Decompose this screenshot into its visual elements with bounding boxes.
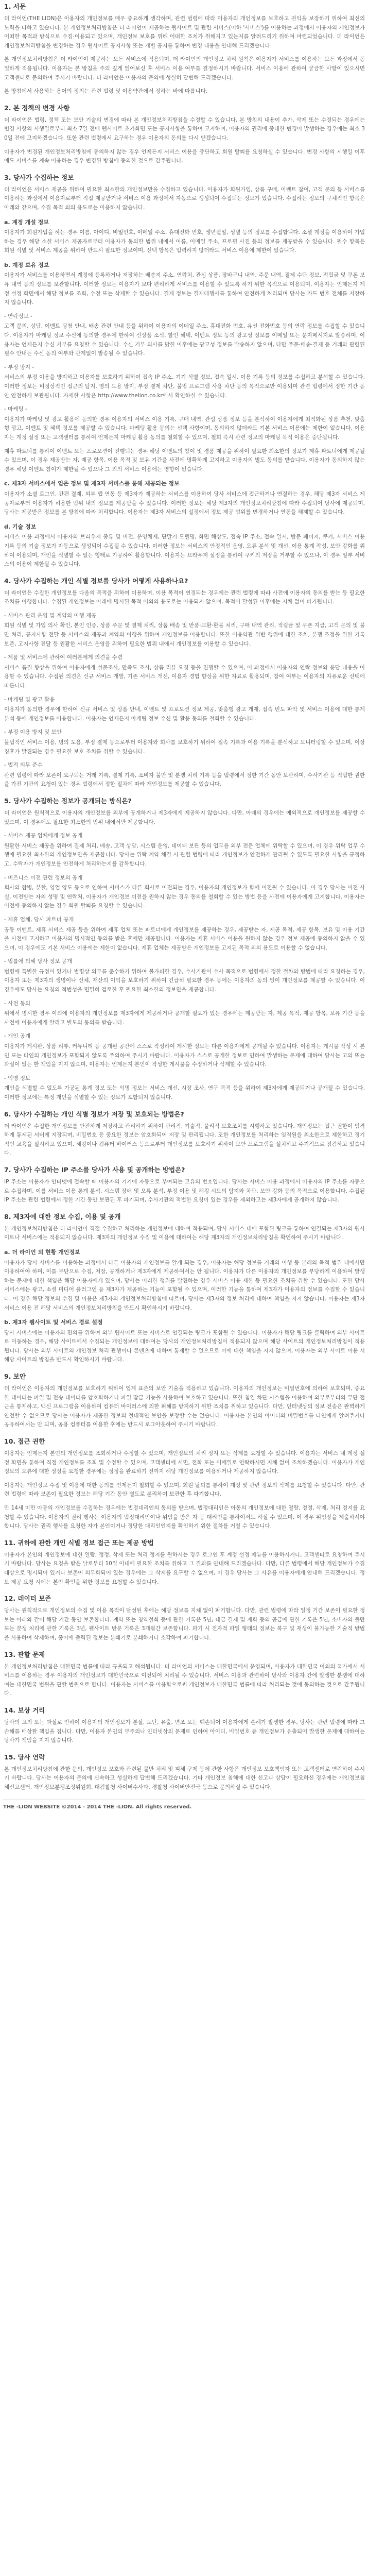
paragraph: 더 라이언은 법령, 정책 또는 보안 기술의 변경에 따라 본 개인정보처리방침을 수정할 수 있습니다. 본 방침의 내용이 추가, 삭제 또는 수정되는 경우에는 변경 사항의 시행일로부터 최소 7일 전에 웹사이트 초기화면 또는 공지사항을 통하여 고지하며, 이용자의 권리에 중대한 변경이 발생하는 경우에는 최소 30일 전에 고지하겠습니다. 또한 관련 법령에서 요구하는 경우 이용자의 동의를 다시 받겠습니다. — [4, 116, 365, 141]
section-title: 15. 당사 연락 — [4, 1753, 45, 1761]
paragraph: 회사의 합병, 분할, 영업 양도 등으로 인하여 서비스가 다른 회사로 이전되는 경우, 이용자의 개인정보가 함께 이전될 수 있습니다. 이 경우 당사는 이전 사실, 이전받는 자의 성명 및 연락처, 이용자가 개인정보 이전을 원하지 않는 경우 동의를 철회할 수 있는 방법 등을 사전에 이용자에게 고지합니다. 이용자는 이전에 동의하지 않는 경우 회원 탈퇴를 요청할 수 있습니다. — [4, 885, 365, 909]
paragraph: 서비스 품질 향상을 위하여 이용자에게 설문조사, 만족도 조사, 상품 리뷰 요청 등을 진행할 수 있으며, 이 과정에서 이용자의 연락 정보와 응답 내용을 이용할 수 있습니다. 수집된 의견은 신규 서비스 개발, 기존 서비스 개선, 이용자 경험 향상을 위한 자료로 활용되며, 참여 여부는 이용자의 자유로운 선택에 따릅니다. — [4, 664, 365, 689]
item-heading: - 제품 및 서비스에 관하여 여러분에게 의견을 수렴 — [4, 654, 123, 661]
section-title: 8. 제3자에 대한 정보 수집, 이용 및 공개 — [4, 1212, 121, 1221]
item-heading: - 비즈니스 이전 관련 정보의 공개 — [4, 874, 83, 881]
paragraph: 본 개인정보처리방침에 관한 문의, 개인정보 보호와 관련된 불만 처리 및 피해 구제 등에 관한 사항은 개인정보 보호책임자 또는 고객센터로 연락하여 주시기 바랍니다. 당사는 이용자의 문의에 신속하고 성실하게 답변해 드리겠습니다. 기타 개인정보 침해에 대한 신고나 상담이 필요하신 경우에는 개인정보침해신고센터, 개인정보분쟁조정위원회, 대검찰청 사이버수사과, 경찰청 사이버안전국 등으로 문의하실 수 있습니다. — [4, 1766, 365, 1790]
item-heading: - 마케팅 및 광고 활용 — [4, 696, 55, 703]
paragraph: 본 개인정보처리방침은 더 라이언이 직접 수집하고 처리하는 개인정보에 대하여 적용되며, 당사 서비스 내에 포함된 링크를 통하여 연결되는 제3자의 웹사이트나 서비스에는 적용되지 않습니다. 제3자의 개인정보 수집 및 이용에 대하여는 해당 제3자의 개인정보처리방침을 확인하여 주시기 바랍니다. — [4, 1225, 365, 1241]
paragraph: 더 라이언은 수집한 개인정보를 안전하게 저장하고 관리하기 위하여 관리적, 기술적, 물리적 보호조치를 시행하고 있습니다. 개인정보는 접근 권한이 엄격하게 통제된 서버에 저장되며, 비밀번호 등 중요한 정보는 암호화되어 저장 및 관리됩니다. 또한 개인정보를 처리하는 임직원을 최소한으로 제한하고 정기적인 교육을 실시하고 있으며, 해킹이나 컴퓨터 바이러스 등으로부터 개인정보를 보호하기 위하여 보안 프로그램을 설치하고 주기적으로 점검하고 있습니다. — [4, 1123, 365, 1157]
section-title: 13. 관할 문제 — [4, 1650, 45, 1658]
paragraph: 이용자가 서비스를 이용하면서 계정에 등록하거나 저장하는 배송지 주소, 연락처, 관심 상품, 장바구니 내역, 주문 내역, 결제 수단 정보, 적립금 및 쿠폰 보유 내역 등의 정보를 보관합니다. 이러한 정보는 이용자가 보다 편리하게 서비스를 이용할 수 있도록 하기 위한 목적으로 이용되며, 이용자는 언제든지 계정 설정 화면에서 해당 정보를 조회, 수정 또는 삭제할 수 있습니다. 결제 정보는 결제대행사를 통하여 안전하게 처리되며 당사는 카드 번호 전체를 저장하지 않습니다. — [4, 272, 365, 306]
item-heading: - 연락정보 - — [4, 313, 32, 319]
paragraph: 이용자가 마케팅 및 광고 활용에 동의한 경우 이용자의 서비스 이용 기록, 구매 내역, 관심 상품 정보 등을 분석하여 이용자에게 최적화된 상품 추천, 맞춤형 광고, 이벤트 및 혜택 정보를 제공할 수 있습니다. 마케팅 활용 동의는 선택 사항이며, 동의하지 않더라도 기본 서비스 이용에는 제한이 없습니다. 이용자는 계정 설정 또는 고객센터를 통하여 언제든지 마케팅 활용 동의를 철회할 수 있으며, 철회 즉시 관련 정보의 마케팅 목적 이용은 중단됩니다. — [4, 416, 365, 440]
paragraph: 더 라이언은 이용자의 개인정보를 보호하기 위하여 업계 표준의 보안 기술을 적용하고 있습니다. 이용자의 개인정보는 비밀번호에 의하여 보호되며, 중요한 데이터는 파일 및 전송 데이터를 암호화하거나 파일 잠금 기능을 사용하여 보호하고 있습니다. 또한 침입 차단 시스템을 이용하여 외부로부터의 무단 접근을 통제하고, 백신 프로그램을 이용하여 컴퓨터 바이러스에 의한 피해를 방지하기 위한 조치를 취하고 있습니다. 다만, 인터넷상의 정보 전송은 완벽하게 안전할 수 없으므로 당사는 이용자가 제공한 정보의 절대적인 보안을 보장할 수는 없습니다. 이용자는 본인의 아이디와 비밀번호를 타인에게 알려주거나 공유하여서는 안 되며, 공용 컴퓨터를 이용한 후에는 반드시 로그아웃하여 주시기 바랍니다. — [4, 1385, 365, 1428]
paragraph: 이용자는 개인정보 수집 및 이용에 대한 동의를 언제든지 철회할 수 있으며, 회원 탈퇴를 통하여 계정 및 관련 정보의 삭제를 요청할 수 있습니다. 다만, 관련 법령에 따라 보존이 필요한 정보는 해당 기간 동안 별도로 분리하여 보관한 후 파기합니다. — [4, 1482, 365, 1498]
section-title: 14. 보상 거리 — [4, 1706, 45, 1714]
paragraph: 법령에 특별한 규정이 있거나 법령상 의무를 준수하기 위하여 불가피한 경우, 수사기관이 수사 목적으로 법령에서 정한 절차와 방법에 따라 요청하는 경우, 이용자 또는 제3자의 생명이나 신체, 재산의 이익을 보호하기 위하여 긴급히 필요한 경우 등에는 이용자의 동의 없이 개인정보를 제공할 수 있습니다. 이 경우에도 당사는 요청의 적법성을 면밀히 검토한 후 필요한 최소한의 정보만을 제공합니다. — [4, 968, 365, 993]
paragraph: 이용자가 소셜 로그인, 간편 결제, 외부 앱 연동 등 제3자가 제공하는 서비스를 이용하여 당사 서비스에 접근하거나 연결하는 경우, 해당 제3자 서비스 제공자로부터 이용자가 허용한 범위 내의 정보를 제공받을 수 있습니다. 이러한 정보는 해당 제3자의 개인정보처리방침에 따라 수집되어 당사에 제공되며, 당사는 제공받은 정보를 본 방침에 따라 처리합니다. 이용자는 제3자 서비스의 설정에서 정보 제공 범위를 변경하거나 연동을 해제할 수 있습니다. — [4, 490, 365, 516]
paragraph: 원활한 서비스 제공을 위하여 결제 처리, 배송, 고객 상담, 시스템 운영, 데이터 보관 등의 업무를 외부 전문 업체에 위탁할 수 있으며, 이 경우 위탁 업무 수행에 필요한 최소한의 개인정보만을 제공합니다. 당사는 위탁 계약 체결 시 관련 법령에 따라 개인정보가 안전하게 관리될 수 있도록 필요한 사항을 규정하고, 수탁자가 개인정보를 안전하게 처리하는지를 감독합니다. — [4, 842, 365, 867]
subsection-title: b. 제3자 웹사이트 및 서비스 경로 설정 — [4, 1319, 103, 1326]
section-title: 9. 보안 — [4, 1372, 26, 1381]
section-title: 11. 귀하에 관한 개인 식별 정보 접근 또는 제공 방법 — [4, 1538, 154, 1547]
item-heading: - 마케팅 - — [4, 406, 27, 413]
paragraph: 더 라이언은 원칙적으로 이용자의 개인정보를 외부에 공개하거나 제3자에게 제공하지 않습니다. 다만, 아래의 경우에는 예외적으로 개인정보를 제공할 수 있으며, 이 경우에도 필요한 최소한의 범위 내에서만 제공합니다. — [4, 809, 365, 825]
paragraph: 이용자가 회원가입을 하는 경우 이름, 아이디, 비밀번호, 이메일 주소, 휴대전화 번호, 생년월일, 성별 등의 정보를 수집합니다. 소셜 계정을 이용하여 가입하는 경우 해당 소셜 서비스 제공자로부터 이용자가 동의한 범위 내에서 이름, 이메일 주소, 프로필 사진 등의 정보를 제공받을 수 있습니다. 필수 항목은 회원 식별 및 서비스 제공을 위하여 반드시 필요한 정보이며, 선택 항목은 입력하지 않더라도 서비스 이용에 제한이 없습니다. — [4, 229, 365, 254]
paragraph: 제휴 파트너를 통하여 이벤트 또는 프로모션이 진행되는 경우 해당 이벤트의 참여 및 경품 제공을 위하여 필요한 최소한의 정보가 제휴 파트너에게 제공될 수 있으며, 이 경우 제공받는 자, 제공 항목, 이용 목적 및 보유 기간을 사전에 명확하게 고지하고 이용자의 별도 동의를 받습니다. 이용자가 동의하지 않는 경우 해당 이벤트 참여가 제한될 수 있으나 그 외의 서비스 이용에는 영향이 없습니다. — [4, 448, 365, 472]
section-title: 12. 데이터 보존 — [4, 1595, 51, 1603]
section-title: 6. 당사가 수집하는 개인 식별 정보가 저장 및 보호되는 방법은? — [4, 1110, 184, 1118]
paragraph: 당사의 고의 또는 과실로 인하여 이용자의 개인정보가 분실, 도난, 유출, 변조 또는 훼손되어 이용자에게 손해가 발생한 경우, 당사는 관련 법령에 따라 그 손해를 배상할 책임을 집니다. 다만, 이용자 본인의 부주의나 인터넷상의 문제로 인하여 아이디, 비밀번호 등 개인정보가 유출되어 발생한 문제에 대하여는 당사가 책임을 지지 않습니다. — [4, 1719, 365, 1744]
paragraph: 본 방침에서 사용하는 용어의 정의는 관련 법령 및 이용약관에서 정하는 바에 따릅니다. — [4, 88, 208, 95]
paragraph: 이용자가 게시판, 상품 리뷰, 커뮤니티 등 공개된 공간에 스스로 작성하여 게시한 정보는 다른 이용자에게 공개될 수 있습니다. 이용자는 게시물 작성 시 본인 또는 타인의 개인정보가 포함되지 않도록 주의하여 주시기 바랍니다. 이용자가 스스로 공개한 정보로 인하여 발생하는 문제에 대하여 당사는 고의 또는 과실이 없는 한 책임을 지지 않으며, 이용자는 언제든지 본인이 작성한 게시물을 수정하거나 삭제할 수 있습니다. — [4, 1043, 365, 1068]
item-heading: - 서비스 제공 업체에게 정보 공개 — [4, 833, 83, 839]
paragraph: 더 라이언은 서비스 제공을 위하여 필요한 최소한의 개인정보만을 수집하고 있습니다. 이용자가 회원가입, 상품 구매, 이벤트 참여, 고객 문의 등 서비스를 이용하는 과정에서 이용자로부터 직접 제공받거나 서비스 이용 과정에서 자동으로 생성되어 수집되는 정보가 있습니다. 수집하는 정보의 구체적인 항목은 아래와 같으며, 수집 목적 외의 용도로는 이용하지 않습니다. — [4, 186, 365, 211]
section-title: 1. 서문 — [4, 3, 26, 10]
paragraph: 이용자가 동의한 경우에 한하여 신규 서비스 및 상품 안내, 이벤트 및 프로모션 정보 제공, 맞춤형 광고 게재, 접속 빈도 파악 및 서비스 이용에 대한 통계 분석 등에 개인정보를 이용합니다. 이용자는 언제든지 마케팅 정보 수신 및 활용 동의를 철회할 수 있습니다. — [4, 706, 365, 722]
subsection-title: d. 기술 정보 — [4, 523, 37, 530]
subsection-title: c. 제3자 서비스에서 얻은 정보 및 제3자 서비스를 통해 제공되는 정보 — [4, 480, 180, 487]
paragraph: 서비스 이용 과정에서 이용자의 브라우저 종류 및 버전, 운영체제, 단말기 모델명, 화면 해상도, 접속 IP 주소, 접속 일시, 방문 페이지, 쿠키, 서비스 이용 기록 등의 기술 정보가 자동으로 생성되어 수집될 수 있습니다. 이러한 정보는 서비스의 안정적인 운영, 오류 분석 및 개선, 이용 통계 작성, 보안 강화를 위하여 이용되며, 개인을 식별할 수 없는 형태로 가공하여 활용합니다. 이용자는 브라우저 설정을 통하여 쿠키의 저장을 거부할 수 있으나, 이 경우 일부 서비스의 이용이 제한될 수 있습니다. — [4, 534, 365, 568]
privacy-policy-document — [3, 0, 365, 2576]
section-title: 5. 당사가 수집하는 정보가 공개되는 방식은? — [4, 796, 132, 805]
paragraph: 이용자는 언제든지 본인의 개인정보를 조회하거나 수정할 수 있으며, 개인정보의 처리 정지 또는 삭제를 요청할 수 있습니다. 이용자는 서비스 내 계정 설정 화면을 통하여 직접 개인정보를 조회 및 수정할 수 있으며, 고객센터에 서면, 전화 또는 이메일로 연락하시면 지체 없이 조치하겠습니다. 이용자가 개인정보의 오류에 대한 정정을 요청한 경우에는 정정을 완료하기 전까지 해당 개인정보를 이용하거나 제공하지 않습니다. — [4, 1450, 365, 1475]
paragraph: 더 라이언(THE LION)은 이용자의 개인정보를 매우 중요하게 생각하며, 관련 법령에 따라 이용자의 개인정보를 보호하고 권익을 보장하기 위하여 최선의 노력을 다하고 있습니다. 본 개인정보처리방침은 더 라이언이 제공하는 웹사이트 및 관련 서비스(이하 '서비스')를 이용하는 과정에서 이용자의 개인정보가 어떠한 목적과 방식으로 수집·이용되고 있으며, 개인정보 보호를 위해 어떠한 조치가 취해지고 있는지를 알려드리기 위하여 마련되었습니다. 더 라이언은 개인정보처리방침을 변경하는 경우 웹사이트 공지사항 또는 개별 공지를 통하여 변경 내용을 안내해 드리겠습니다. — [4, 15, 365, 49]
paragraph: 만 14세 미만 아동의 개인정보를 수집하는 경우에는 법정대리인의 동의를 받으며, 법정대리인은 아동의 개인정보에 대한 열람, 정정, 삭제, 처리 정지를 요청할 수 있습니다. 이용자의 권리 행사는 이용자의 법정대리인이나 위임을 받은 자 등 대리인을 통하여서도 하실 수 있으며, 이 경우 위임장을 제출하셔야 합니다. 당사는 권리 행사를 요청한 자가 본인이거나 정당한 대리인인지를 확인하기 위한 절차를 거칠 수 있습니다. — [4, 1505, 365, 1530]
paragraph: 위에서 명시한 경우 이외에 이용자의 개인정보를 제3자에게 제공하거나 공개할 필요가 있는 경우에는 제공받는 자, 제공 목적, 제공 항목, 보유 기간 등을 사전에 이용자에게 알리고 별도의 동의를 받습니다. — [4, 1010, 365, 1026]
item-heading: - 서비스 관리 운영 및 계약의 이행 제공 — [4, 612, 97, 619]
item-heading: - 법률에 의해 당사 정보 공개 — [4, 958, 73, 965]
copyright-footer: THE -LION WEBSITE ©2014 - 2014 THE -LION. All rights reserved. — [3, 1799, 365, 1812]
paragraph: 서비스의 부정 이용을 방지하고 이용자를 보호하기 위하여 접속 IP 주소, 기기 식별 정보, 접속 일시, 이용 기록 등의 정보를 수집하고 분석할 수 있습니다. 이러한 정보는 비정상적인 접근의 탐지, 명의 도용 방지, 부정 결제 차단, 불법 프로그램 사용 차단 등의 목적으로만 이용되며 관련 법령에서 정한 기간 동안 안전하게 보관됩니다. 자세한 사항은 http://www.thelion.co.kr에서 확인하실 수 있습니다. — [4, 374, 365, 399]
item-heading: - 부정 방지 - — [4, 364, 34, 370]
item-heading: - 개인 공개 — [4, 1033, 31, 1040]
paragraph: 당사 서비스에는 이용자의 편의를 위하여 외부 웹사이트 또는 서비스로 연결되는 링크가 포함될 수 있습니다. 이용자가 해당 링크를 클릭하여 외부 사이트로 이동하는 경우, 해당 사이트에서 수집되는 개인정보에 대하여는 당사의 개인정보처리방침이 적용되지 않으며 해당 사이트의 개인정보처리방침이 적용됩니다. 당사는 외부 사이트의 개인정보 처리 관행이나 콘텐츠에 대하여 통제할 수 없으므로 이에 대한 책임을 지지 않으며, 이용자는 외부 사이트 이용 시 해당 사이트의 방침을 반드시 확인하시기 바랍니다. — [4, 1329, 365, 1363]
paragraph: 이용자가 변경된 개인정보처리방침에 동의하지 않는 경우 언제든지 서비스 이용을 중단하고 회원 탈퇴를 요청하실 수 있습니다. 변경 사항의 시행일 이후에도 서비스를 계속 이용하는 경우 변경된 방침에 동의한 것으로 간주됩니다. — [4, 148, 365, 164]
section-title: 3. 당사가 수집하는 정보 — [4, 173, 74, 181]
paragraph: IP 주소는 이용자가 인터넷에 접속할 때 이용자의 기기에 자동으로 부여되는 고유의 번호입니다. 당사는 서비스 이용 과정에서 이용자의 IP 주소를 자동으로 수집하며, 이를 서비스 이용 통계 분석, 시스템 장애 및 오류 분석, 부정 이용 및 해킹 시도의 탐지와 차단, 보안 강화 등의 목적으로 이용합니다. 수집된 IP 주소는 관련 법령에서 정한 기간 동안 보관된 후 파기되며, 수사기관의 적법한 요청이 있는 경우를 제외하고는 제3자에게 공개하지 않습니다. — [4, 1178, 365, 1204]
item-heading: - 익명 정보 — [4, 1075, 31, 1081]
subsection-title: a. 더 라이언 외 현황 개인정보 — [4, 1248, 80, 1256]
section-title: 7. 당사가 수집하는 IP 주소를 당사가 사용 및 공개하는 방법은? — [4, 1165, 185, 1174]
section-title: 2. 본 정책의 변경 사항 — [4, 104, 70, 112]
paragraph: 회원 식별 및 가입 의사 확인, 본인 인증, 상품 주문 및 결제 처리, 상품 배송 및 반품·교환·환불 처리, 구매 내역 관리, 적립금 및 쿠폰 지급, 고객 문의 및 불만 처리, 공지사항 전달 등 서비스의 제공과 계약의 이행을 위하여 개인정보를 이용합니다. 또한 이용약관 위반 행위에 대한 조치, 분쟁 조정을 위한 기록 보존, 고지사항 전달 등 원활한 서비스 운영을 위하여 필요한 범위 내에서 개인정보를 이용할 수 있습니다. — [4, 622, 365, 647]
paragraph: 불법적인 서비스 이용, 명의 도용, 부정 결제 등으로부터 이용자와 회사를 보호하기 위하여 접속 기록과 이용 기록을 분석하고 모니터링할 수 있으며, 이상 징후가 발견되는 경우 필요한 보호 조치를 취할 수 있습니다. — [4, 739, 365, 755]
subsection-title: a. 계정 개설 정보 — [4, 218, 49, 226]
item-heading: - 부정 이용 방지 및 보안 — [4, 729, 62, 736]
paragraph: 고객 문의, 상담, 이벤트 당첨 안내, 배송 관련 안내 등을 위하여 이용자의 이메일 주소, 휴대전화 번호, 유선 전화번호 등의 연락 정보를 수집할 수 있습니다. 이용자가 마케팅 정보 수신에 동의한 경우에 한하여 신상품 소식, 할인 혜택, 이벤트 정보 등의 광고성 정보를 이메일 또는 문자메시지로 발송하며, 이용자는 언제든지 수신 거부를 요청할 수 있습니다. 수신 거부 의사를 밝힌 이후에는 광고성 정보를 발송하지 않으며, 다만 주문·배송·결제 등 거래와 관련된 필수 안내는 수신 동의 여부와 관계없이 발송될 수 있습니다. — [4, 323, 365, 357]
paragraph: 이용자가 본인의 개인정보에 대한 열람, 정정, 삭제 또는 처리 정지를 원하시는 경우 로그인 후 계정 설정 메뉴를 이용하시거나, 고객센터로 요청하여 주시기 바랍니다. 당사는 요청을 받은 날로부터 10일 이내에 필요한 조치를 취하고 그 결과를 안내해 드리겠습니다. 다만, 다른 법령에서 해당 개인정보가 수집 대상으로 명시되어 있거나 보존이 의무화되어 있는 경우에는 그 삭제를 요구할 수 없으며, 이 경우 당사는 그 사유를 이용자에게 안내해 드리겠습니다. 정보 제공 요청 시에는 본인 확인을 위한 정보를 요청할 수 있습니다. — [4, 1551, 365, 1585]
item-heading: - 사전 동의 — [4, 1000, 31, 1007]
paragraph: 공동 이벤트, 제휴 서비스 제공 등을 위하여 제휴 업체 또는 파트너에게 개인정보를 제공하는 경우, 제공받는 자, 제공 목적, 제공 항목, 보유 및 이용 기간을 사전에 고지하고 이용자의 명시적인 동의를 받은 후에만 제공합니다. 이용자는 제휴 서비스 이용을 원하지 않는 경우 정보 제공에 동의하지 않을 수 있으며, 이 경우에도 기본 서비스 이용에는 제한이 없습니다. 제휴 업체는 제공받은 개인정보를 고지된 목적 외의 용도로 이용할 수 없습니다. — [4, 926, 365, 951]
paragraph: 당사는 원칙적으로 개인정보의 수집 및 이용 목적이 달성된 후에는 해당 정보를 지체 없이 파기합니다. 다만, 관련 법령에 따라 일정 기간 보존이 필요한 정보는 아래와 같이 해당 기간 동안 보존합니다. 계약 또는 청약철회 등에 관한 기록은 5년, 대금 결제 및 재화 등의 공급에 관한 기록은 5년, 소비자의 불만 또는 분쟁 처리에 관한 기록은 3년, 웹사이트 방문 기록은 3개월간 보존합니다. 파기 시 전자적 파일 형태의 정보는 복구 및 재생이 불가능한 기술적 방법을 사용하여 삭제하며, 종이에 출력된 정보는 분쇄기로 분쇄하거나 소각하여 파기합니다. — [4, 1607, 365, 1641]
item-heading: - 법적 의무 준수 — [4, 762, 43, 769]
item-heading: - 제휴 업체, 당사 파트너 공개 — [4, 916, 74, 923]
subsection-title: b. 계정 보유 정보 — [4, 261, 49, 268]
paragraph: 본 개인정보처리방침은 대한민국 법률에 따라 규율되고 해석됩니다. 더 라이언의 서비스는 대한민국에서 운영되며, 이용자가 대한민국 이외의 국가에서 서비스를 이용하는 경우 이용자의 개인정보가 대한민국으로 이전되어 처리될 수 있습니다. 서비스 이용과 관련하여 당사와 이용자 간에 발생한 분쟁에 대하여는 대한민국 법원을 관할 법원으로 합니다. 이용자는 서비스를 이용함으로써 개인정보가 대한민국 법률에 따라 처리되는 것에 동의하는 것으로 간주됩니다. — [4, 1663, 365, 1697]
paragraph: 본 개인정보처리방침은 더 라이언이 제공하는 모든 서비스에 적용되며, 더 라이언의 개인정보 처리 원칙은 이용자가 서비스를 이용하는 모든 과정에서 동일하게 적용됩니다. 이용자는 본 방침을 주의 깊게 읽어보신 후 서비스 이용 여부를 결정하시기 바랍니다. 서비스 이용에 관하여 궁금한 사항이 있으시면 고객센터로 문의하여 주시기 바랍니다. 더 라이언은 이용자의 문의에 성실히 답변해 드리겠습니다. — [4, 56, 365, 81]
paragraph: 더 라이언은 수집한 개인정보를 다음의 목적을 위하여 이용하며, 이용 목적이 변경되는 경우에는 관련 법령에 따라 사전에 이용자의 동의를 받는 등 필요한 조치를 이행합니다. 수집된 개인정보는 아래에 명시된 목적 이외의 용도로는 이용되지 않으며, 목적이 달성된 이후에는 지체 없이 파기됩니다. — [4, 589, 365, 605]
paragraph: 이용자가 당사 서비스를 이용하는 과정에서 다른 이용자의 개인정보를 알게 되는 경우, 이용자는 해당 정보를 거래의 이행 등 본래의 목적 범위 내에서만 이용하여야 하며, 이를 무단으로 수집, 저장, 공개하거나 제3자에게 제공하여서는 안 됩니다. 이용자가 다른 이용자의 개인정보를 부당하게 이용하여 발생하는 문제에 대한 책임은 해당 이용자에게 있으며, 당사는 이러한 행위를 발견하는 경우 서비스 이용 제한 등 필요한 조치를 취할 수 있습니다. 또한 당사 서비스에는 광고, 소셜 미디어 플러그인 등 제3자가 제공하는 기능이 포함될 수 있으며, 이러한 기능을 통하여 제3자가 이용자의 정보를 수집할 수 있습니다. 이 경우 해당 정보의 수집 및 이용은 제3자의 개인정보처리방침에 따르며, 당사는 제3자의 정보 처리에 대하여 책임을 지지 않습니다. 이용자는 제3자 서비스 이용 전 해당 서비스의 개인정보처리방침을 반드시 확인하시기 바랍니다. — [4, 1259, 365, 1311]
section-title: 10. 접근 권한 — [4, 1437, 45, 1446]
paragraph: 개인을 식별할 수 없도록 가공된 통계 정보 또는 익명 정보는 서비스 개선, 시장 조사, 연구 목적 등을 위하여 제3자에게 제공되거나 공개될 수 있습니다. 이러한 정보에는 특정 개인을 식별할 수 있는 정보가 포함되지 않습니다. — [4, 1085, 365, 1100]
paragraph: 관련 법령에 따라 보존이 요구되는 거래 기록, 결제 기록, 소비자 불만 및 분쟁 처리 기록 등을 법령에서 정한 기간 동안 보관하며, 수사기관 등 적법한 권한을 가진 기관의 요청이 있는 경우 법령에서 정한 절차에 따라 개인정보를 제공할 수 있습니다. — [4, 772, 365, 788]
section-title: 4. 당사가 수집하는 개인 식별 정보를 당사가 어떻게 사용하나요? — [4, 577, 188, 585]
